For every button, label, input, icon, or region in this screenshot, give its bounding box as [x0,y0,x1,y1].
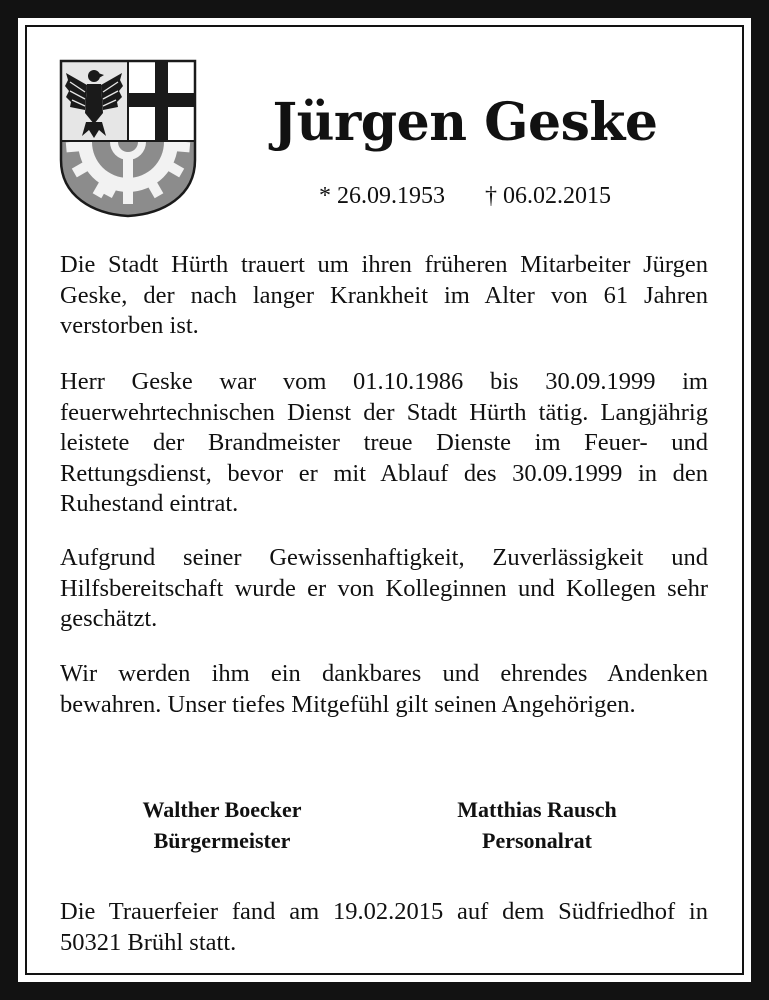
paragraph-condolence: Wir werden ihm ein dankbares und ehrendes Andenken bewahren. Unser tiefes Mitgefühl gilt seinen Angehörigen. [60,660,708,718]
signatory-name: Matthias Rausch [457,797,617,822]
paragraph-intro: Die Stadt Hürth trauert um ihren früheren Mitarbeiter Jürgen Geske, der nach langer Krankheit im Alter von 61 Jahren verstorben ist. [60,251,708,339]
hurth-coat-of-arms-icon [58,58,198,218]
paragraph-service: Herr Geske war vom 01.10.1986 bis 30.09.1999 im feuerwehrtechnischen Dienst der Stadt Hürth tätig. Langjährig leistete der Brandmeister treue Dienste im Feuer- und Rettungsdienst, bevor er mit Ablauf des 30.09.1999 in den Ruhestand eintrat. [60,368,708,517]
signatory-name: Walther Boecker [142,797,302,822]
signatory-mayor [92,794,352,856]
deceased-name: Jürgen Geske [272,92,658,153]
signatory-role: Personalrat [482,828,592,853]
birth-date: * 26.09.1953 [319,183,445,209]
death-date: † 06.02.2015 [485,183,611,209]
signatory-role: Bürgermeister [153,828,291,853]
life-dates [200,183,730,210]
signatory-staff-council [407,794,667,856]
funeral-info: Die Trauerfeier fand am 19.02.2015 auf dem Südfriedhof in 50321 Brühl statt. [60,898,708,956]
paragraph-appreciation: Aufgrund seiner Gewissenhaftigkeit, Zuverlässigkeit und Hilfsbereitschaft wurde er von Kolleginnen und Kollegen sehr geschätzt. [60,544,708,632]
